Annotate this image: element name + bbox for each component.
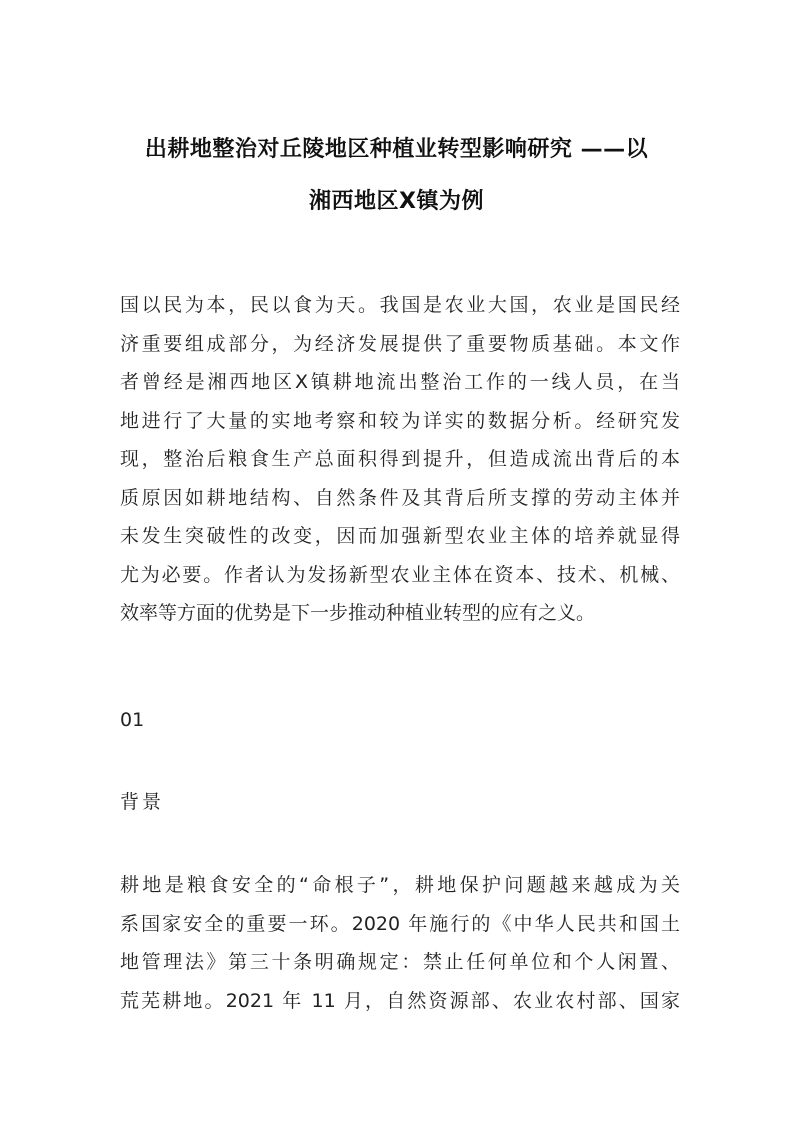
section-title: 背景	[120, 791, 165, 813]
body-paragraph	[120, 866, 680, 1020]
abstract-line: 效率等方面的优势是下一步推动种植业转型的应有之义。	[120, 602, 596, 624]
title-line-2: 湘西地区X镇为例	[309, 189, 484, 214]
body-line: 耕地是粮食安全的“命根子”，耕地保护问题越来越成为关	[120, 874, 680, 896]
body-line: 地管理法》第三十条明确规定：禁止任何单位和个人闲置、	[120, 951, 680, 973]
abstract-line: 国以民为本，民以食为天。我国是农业大国，农业是国民经	[120, 294, 680, 316]
section-number: 01	[120, 709, 145, 731]
document-title	[100, 124, 693, 228]
title-line-1: 出耕地整治对丘陵地区种植业转型影响研究 ——以	[144, 137, 649, 162]
abstract-line: 现，整治后粮食生产总面积得到提升，但造成流出背后的本	[120, 448, 680, 470]
abstract-line: 者曾经是湘西地区X镇耕地流出整治工作的一线人员，在当	[120, 371, 680, 393]
body-line: 系国家安全的重要一环。2020 年施行的《中华人民共和国土	[120, 912, 680, 935]
abstract-paragraph	[120, 286, 680, 633]
abstract-line: 尤为必要。作者认为发扬新型农业主体在资本、技术、机械、	[120, 563, 680, 586]
abstract-line: 未发生突破性的改变，因而加强新型农业主体的培养就显得	[120, 525, 680, 547]
abstract-line: 地进行了大量的实地考察和较为详实的数据分析。经研究发	[120, 409, 680, 432]
body-line: 荒芜耕地。2021 年 11 月，自然资源部、农业农村部、国家	[120, 989, 680, 1012]
abstract-line: 济重要组成部分，为经济发展提供了重要物质基础。本文作	[120, 332, 680, 355]
abstract-line: 质原因如耕地结构、自然条件及其背后所支撑的劳动主体并	[120, 486, 680, 509]
